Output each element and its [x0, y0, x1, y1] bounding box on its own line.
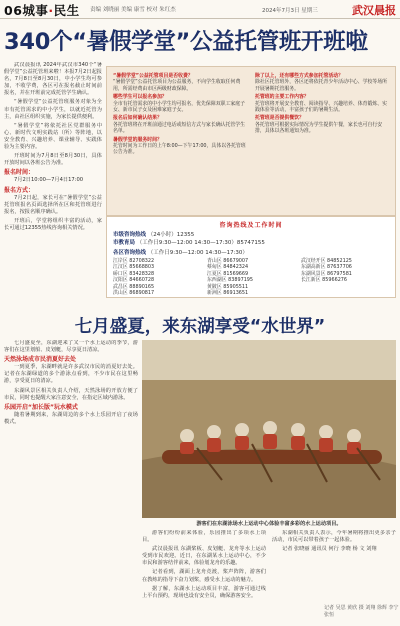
- faq-question: “暑假学堂”公益托管项目是否收费？: [113, 73, 193, 79]
- paragraph: “暑假学堂”将依托社区党群服务中心、新时代文明实践站（所）等阵地，以安全教育、兴趣培养、课业辅导、实践体验为主要内容。: [4, 122, 102, 151]
- subheading: 天然泳场成市民消夏好去处: [4, 356, 77, 364]
- faq-question: 除了以上，还有哪些方式参加托管活动？: [255, 73, 344, 79]
- story1-column: [4, 62, 102, 308]
- paragraph: 游客们纷纷前来体验，乐园推出了多项水上项目。: [142, 530, 266, 544]
- hotline-title: 咨询热线及工作时间: [219, 222, 283, 229]
- paragraph: 开班时间为7月8日至8月30日，具体开放时间以各班公告为准。: [4, 153, 102, 167]
- paragraph: 记者看到，湖面上龙舟竞渡，桨声阵阵，游客们在教练的指导下奋力划桨，感受水上运动的魅力。: [142, 569, 266, 583]
- faq-answer: 各托管班将在开班前通过电话或短信方式与家长确认托管学生名单。: [113, 121, 246, 135]
- photo-byline: 记者 吴思 黄欣 摄 刘翔 徐辉 李宁 张恒: [324, 605, 399, 618]
- section-subname: 民生: [53, 3, 80, 18]
- faq-column-right: [255, 71, 389, 211]
- hotline-label: 各区咨询热线: [113, 250, 147, 256]
- photo-illustration: [142, 340, 396, 518]
- phone-list: 武汉经开区 84852125 东湖高新区 87637706 东湖风景区 86797581 长江新区 85966276: [301, 258, 352, 284]
- phone-list: 江岸区 82708322 江汉区 85668803 硚口区 83428328 汉阳区 84660728 武昌区 88890165 洪山区 86890817: [113, 258, 155, 297]
- story2-column: [142, 530, 266, 622]
- subheading: 乐园开启“加长版”玩水模式: [4, 403, 78, 411]
- faq-question: 暑假学堂的服务时间？: [113, 136, 162, 143]
- paragraph: 7月2日10:00—7月4日17:00: [14, 177, 84, 184]
- editor-credits: 责编 刘晓丽 美编 康雪 校对 朱红杰: [90, 7, 176, 13]
- phone-list: 青山区 86679007 蔡甸区 84842324 江夏区 81569669 东西湖区 83897195 黄陂区 85905511 新洲区 86913651: [207, 258, 254, 297]
- faq-question: 托管班是否提供餐饮？: [255, 115, 304, 122]
- paragraph: 7月2日起，家长可在“暑假学堂”公益托管班报名页面选择所在区和托管班进行报名，按报名顺序确认。: [4, 194, 102, 215]
- paragraph: 七月盛夏至，东湖迎来了又一个水上运动的季节，游客们在这里划船、皮划艇，尽享夏日清凉。: [4, 340, 138, 354]
- faq-answer: 各托管班可根据实际情况为学生提供午餐，家长也可自行安排，具体以各班通知为准。: [255, 121, 383, 135]
- paragraph: 东湖风景区相关负责人介绍，天然泳场的开放方便了市民，同时也提醒大家注意安全，在指定区域内游泳。: [4, 387, 138, 401]
- photo-caption: 游客们在东湖泳场水上运动中心体验丰富多彩的水上运动项目。: [196, 521, 342, 527]
- paragraph: 东湖相关负责人表示，今年暑期将推出更多亲子活动，市民可以带着孩子一起体验。: [272, 530, 396, 544]
- faq-answer: 托管班将开展安全教育、阅读指导、兴趣培养、体育锻炼、实践体验等活动，丰富孩子们的暑期生活。: [255, 100, 388, 114]
- story2-column: [272, 530, 396, 602]
- faq-question: 哪些学生可以报名参加？: [113, 94, 167, 101]
- faq-question: 托管班的主要工作内容？: [255, 94, 309, 101]
- faq-answer: 全市有托管需求的中小学生均可报名，优先保障双职工家庭子女、新市民子女及困难家庭子女。: [113, 100, 246, 114]
- story2-column: [4, 340, 138, 622]
- second-headline: 七月盛夏，来东湖享受“水世界”: [74, 317, 326, 337]
- faq-column-left: [113, 71, 247, 211]
- masthead: [0, 0, 400, 19]
- paragraph: 开班后，学堂将组织丰富的活动，家长可通过12355热线咨询相关情况。: [4, 217, 102, 231]
- paragraph: 武汉晨报讯 东湖桨板、皮划艇、龙舟等水上运动受到市民欢迎。近日，在东湖某水上运动中心，不少市民和游客结伴前来，体验划龙舟的乐趣。: [142, 546, 266, 567]
- faq-answer: 托管时间为工作日的上午8:00—下午17:00，具体以各托管班公告为准。: [113, 143, 246, 156]
- main-headline: 340个“暑假学堂”公益托管班开班啦: [4, 29, 368, 55]
- hotline-row: [113, 248, 248, 256]
- hotline-row: [113, 238, 265, 246]
- faq-question: 报名后如何确认结果？: [113, 115, 162, 122]
- paragraph: “暑假学堂”公益托管班服务对象为全市有托管需求的中小学生，以就近托管为主，由社区组织实施，为家长提供便利。: [4, 99, 102, 120]
- paragraph: 武汉晨报讯 2024年武汉市340个“暑假学堂”公益托管班来啦！本报7月2日起报名，7月8日至8月30日，中小学生均可参加，不收学费，各区可在报名截止时间前报名，并在开班前完成托管学生确认。: [4, 62, 102, 97]
- hotline-text: （24小时）12355: [147, 232, 195, 238]
- hotline-box: [106, 216, 396, 298]
- paragraph: 随着暑期到来，东湖周边的多个水上乐园开启了夜场模式。: [4, 411, 138, 425]
- faq-answer: “暑假学堂”公益托管项目为公益服务，不向学生收取任何费用，所需经费由市区两级财政保障。: [113, 79, 241, 92]
- subheading: 报名时间：: [4, 169, 35, 177]
- hotline-label: 市级咨询热线: [113, 232, 147, 238]
- paragraph: 记者 张晓丽 通讯员 何行 李晓 杨 文 刘翔: [282, 546, 377, 553]
- section-title: 06城事·民生: [4, 3, 80, 18]
- hotline-row: [113, 230, 194, 238]
- hotline-text: （工作日9:30—12:00 14:30—17:30）85747155: [136, 240, 265, 246]
- faq-answer: 除社区托管班外，各区还将依托青少年活动中心、学校等场所开展暑期托管服务。: [255, 79, 388, 92]
- hotline-label: 市教育局: [113, 240, 136, 246]
- paragraph: 据了解，东湖水上运动项目丰富，游客可通过线上平台预约，现场也设有安全员，确保游客安全。: [142, 585, 266, 599]
- newspaper-logo: 武汉晨报: [352, 4, 396, 17]
- hotline-text: （工作日9:30—12:00 14:30—17:30）: [147, 250, 248, 256]
- section-name: 06城事: [4, 3, 49, 18]
- subheading: 报名方式：: [4, 186, 35, 194]
- dragon-boat-photo: [142, 340, 396, 518]
- faq-box: [106, 66, 396, 216]
- issue-date: 2024年7月3日 星期三: [262, 8, 318, 14]
- paragraph: 一到夏季，东湖畔就是许多武汉市民的消夏好去处。记者在东湖绿道的多个游泳点看到，不少市民在这里畅游，享受夏日的清凉。: [4, 364, 138, 385]
